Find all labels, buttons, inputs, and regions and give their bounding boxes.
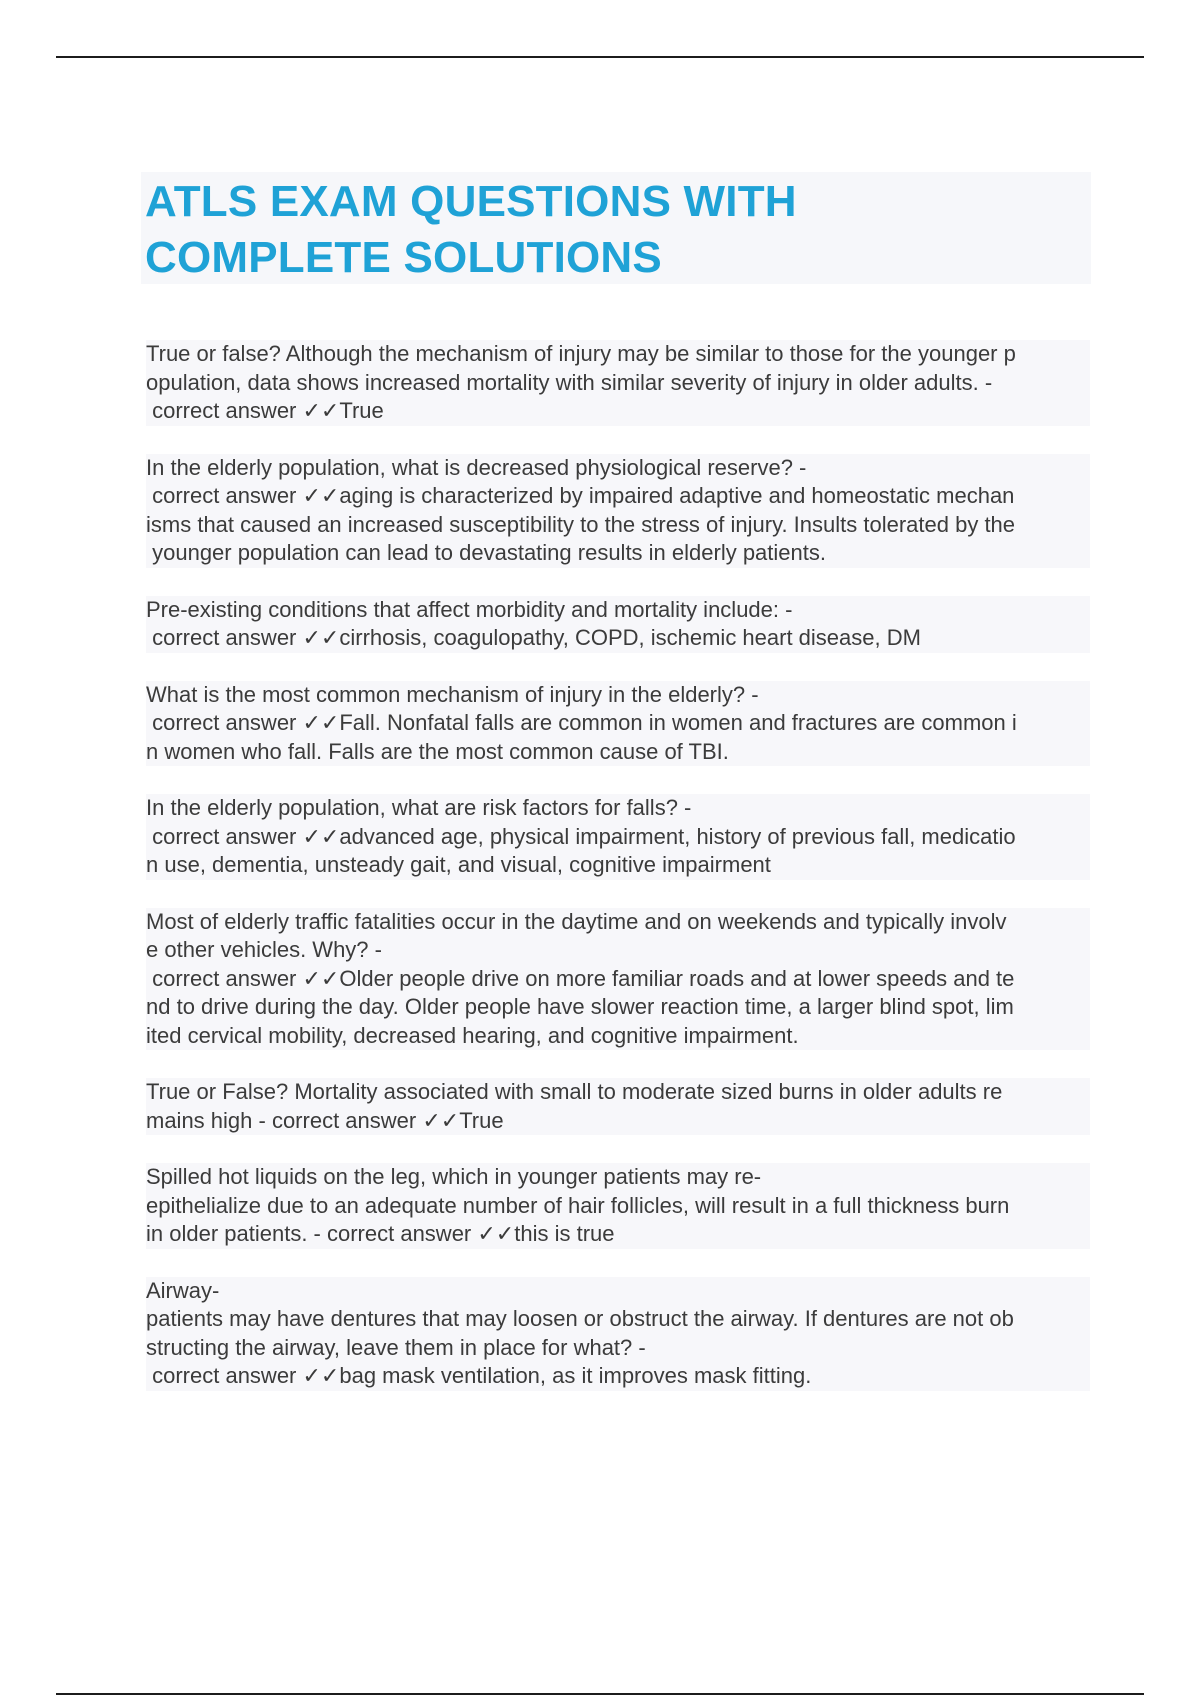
text-line: e other vehicles. Why? - bbox=[146, 936, 1090, 965]
text-line: correct answer ✓✓cirrhosis, coagulopathy, COPD, ischemic heart disease, DM bbox=[146, 624, 1090, 653]
text-line: Spilled hot liquids on the leg, which in younger patients may re- bbox=[146, 1163, 1090, 1192]
text-line: n women who fall. Falls are the most common cause of TBI. bbox=[146, 738, 1090, 767]
qa-item bbox=[146, 1277, 1090, 1391]
title-line: ATLS EXAM QUESTIONS WITH bbox=[145, 177, 797, 226]
text-line: nd to drive during the day. Older people have slower reaction time, a larger blind spot, lim bbox=[146, 993, 1090, 1022]
qa-item bbox=[146, 794, 1090, 880]
text-line: correct answer ✓✓True bbox=[146, 397, 1090, 426]
text-line: Most of elderly traffic fatalities occur in the daytime and on weekends and typically involv bbox=[146, 908, 1090, 937]
top-rule bbox=[56, 56, 1144, 58]
text-line: In the elderly population, what is decreased physiological reserve? - bbox=[146, 454, 1090, 483]
title-line: COMPLETE SOLUTIONS bbox=[145, 233, 662, 282]
qa-item bbox=[146, 1078, 1090, 1135]
text-line: opulation, data shows increased mortality with similar severity of injury in older adults. - bbox=[146, 369, 1090, 398]
text-line: Airway- bbox=[146, 1277, 1090, 1306]
text-line: correct answer ✓✓Fall. Nonfatal falls are common in women and fractures are common i bbox=[146, 709, 1090, 738]
text-line: True or False? Mortality associated with small to moderate sized burns in older adults re bbox=[146, 1078, 1090, 1107]
qa-item bbox=[146, 340, 1090, 426]
text-line: mains high - correct answer ✓✓True bbox=[146, 1107, 1090, 1136]
text-line: In the elderly population, what are risk factors for falls? - bbox=[146, 794, 1090, 823]
text-line: True or false? Although the mechanism of injury may be similar to those for the younger p bbox=[146, 340, 1090, 369]
qa-list bbox=[146, 340, 1090, 1419]
text-line: correct answer ✓✓Older people drive on more familiar roads and at lower speeds and te bbox=[146, 965, 1090, 994]
text-line: correct answer ✓✓aging is characterized by impaired adaptive and homeostatic mechan bbox=[146, 482, 1090, 511]
qa-item bbox=[146, 908, 1090, 1051]
document-title bbox=[141, 172, 1091, 284]
qa-item bbox=[146, 1163, 1090, 1249]
text-line: in older patients. - correct answer ✓✓this is true bbox=[146, 1220, 1090, 1249]
text-line: patients may have dentures that may loosen or obstruct the airway. If dentures are not ob bbox=[146, 1305, 1090, 1334]
text-line: correct answer ✓✓bag mask ventilation, as it improves mask fitting. bbox=[146, 1362, 1090, 1391]
text-line: correct answer ✓✓advanced age, physical impairment, history of previous fall, medicatio bbox=[146, 823, 1090, 852]
text-line: epithelialize due to an adequate number of hair follicles, will result in a full thickness burn bbox=[146, 1192, 1090, 1221]
text-line: isms that caused an increased susceptibility to the stress of injury. Insults tolerated by the bbox=[146, 511, 1090, 540]
text-line: Pre-existing conditions that affect morbidity and mortality include: - bbox=[146, 596, 1090, 625]
text-line: structing the airway, leave them in place for what? - bbox=[146, 1334, 1090, 1363]
text-line: ited cervical mobility, decreased hearing, and cognitive impairment. bbox=[146, 1022, 1090, 1051]
text-line: What is the most common mechanism of injury in the elderly? - bbox=[146, 681, 1090, 710]
bottom-rule bbox=[56, 1693, 1144, 1695]
text-line: n use, dementia, unsteady gait, and visual, cognitive impairment bbox=[146, 851, 1090, 880]
qa-item bbox=[146, 681, 1090, 767]
qa-item bbox=[146, 454, 1090, 568]
text-line: younger population can lead to devastating results in elderly patients. bbox=[146, 539, 1090, 568]
qa-item bbox=[146, 596, 1090, 653]
